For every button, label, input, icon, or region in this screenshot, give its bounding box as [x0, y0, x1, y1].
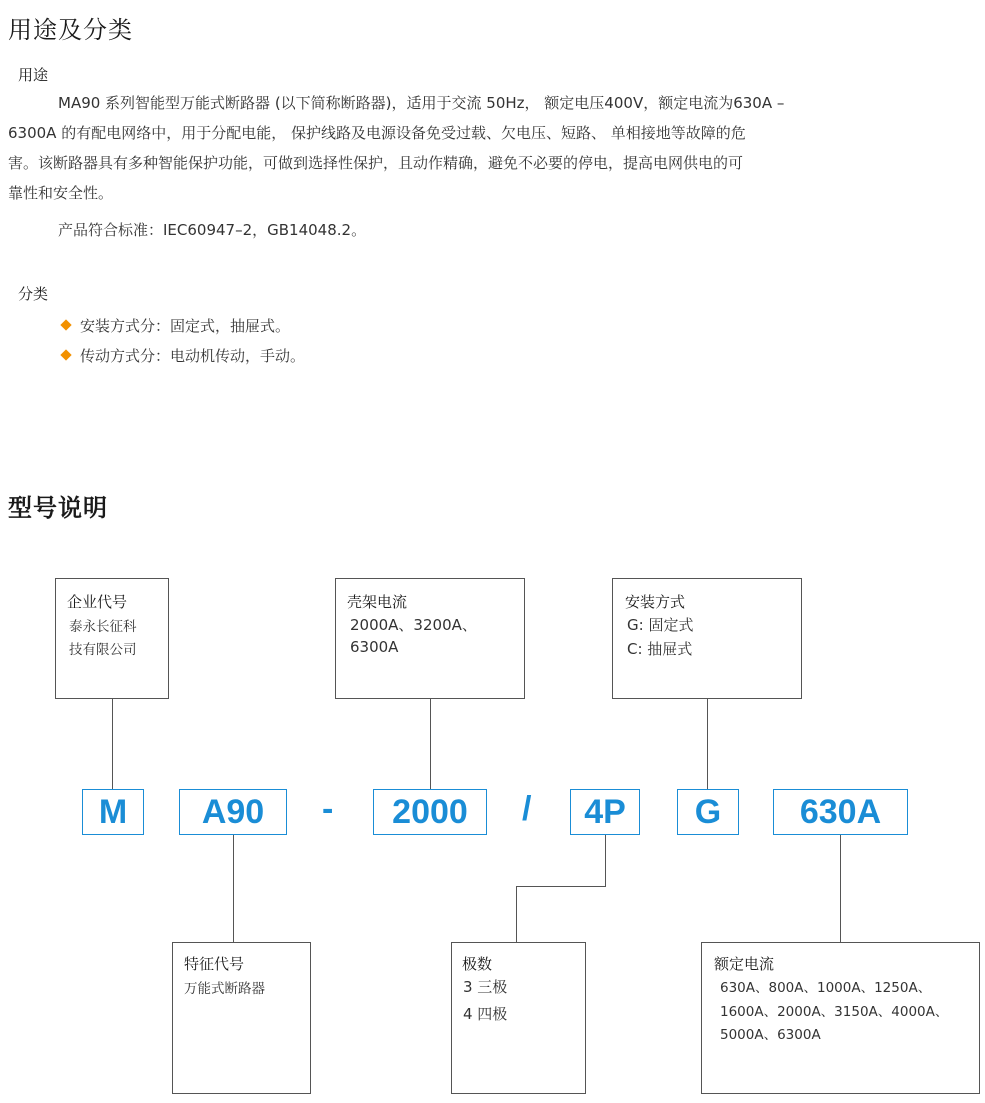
box-title: 极数: [462, 955, 493, 973]
box-line: 1600A、2000A、3150A、4000A、: [720, 1004, 949, 1020]
connector-line: [112, 699, 113, 789]
connector-line: [605, 835, 606, 887]
code-feature: A90: [179, 789, 287, 835]
separator-dash: -: [322, 790, 334, 828]
connector-line: [430, 699, 431, 789]
usage-line-4: 靠性和安全性。: [8, 184, 114, 202]
class-heading: 分类: [18, 285, 49, 303]
box-line: 3 三极: [463, 978, 508, 996]
feature-code-box: [172, 942, 311, 1094]
box-line: 5000A、6300A: [720, 1027, 821, 1043]
diamond-bullet-icon: [60, 349, 71, 360]
separator-slash: /: [522, 790, 532, 828]
connector-line: [707, 699, 708, 789]
class-item: 安装方式分：固定式，抽屉式。: [62, 315, 290, 336]
connector-line: [516, 886, 606, 887]
box-title: 安装方式: [625, 593, 686, 611]
rated-current-box: [701, 942, 980, 1094]
box-line: 630A、800A、1000A、1250A、: [720, 980, 932, 996]
section-title-usage: 用途及分类: [8, 16, 133, 44]
poles-box: [451, 942, 586, 1094]
box-title: 特征代号: [184, 955, 245, 973]
box-title: 额定电流: [714, 955, 775, 973]
class-item: 传动方式分：电动机传动，手动。: [62, 345, 305, 366]
box-line: 万能式断路器: [184, 981, 265, 997]
usage-heading: 用途: [18, 66, 49, 84]
box-line: 2000A、3200A、: [350, 616, 477, 634]
install-mode-box: [612, 578, 802, 699]
code-company: M: [82, 789, 144, 835]
company-code-box: [55, 578, 169, 699]
box-title: 壳架电流: [347, 593, 408, 611]
diamond-bullet-icon: [60, 319, 71, 330]
section-title-model: 型号说明: [8, 494, 108, 522]
usage-line-1: MA90 系列智能型万能式断路器 (以下简称断路器)，适用于交流 50Hz， 额定电压400V，额定电流为630A –: [58, 94, 785, 112]
code-poles: 4P: [570, 789, 640, 835]
connector-line: [516, 886, 517, 943]
connector-line: [840, 835, 841, 943]
connector-line: [233, 835, 234, 943]
standard-line: 产品符合标准：IEC60947–2，GB14048.2。: [58, 221, 367, 239]
frame-current-box: [335, 578, 525, 699]
box-line: 4 四极: [463, 1005, 508, 1023]
box-line: 6300A: [350, 638, 399, 656]
box-line: C: 抽屉式: [627, 640, 693, 658]
box-title: 企业代号: [67, 593, 128, 611]
usage-line-3: 害。该断路器具有多种智能保护功能，可做到选择性保护，且动作精确，避免不必要的停电，提高电网供电的可: [8, 154, 744, 172]
code-rated-current: 630A: [773, 789, 908, 835]
box-line: G: 固定式: [627, 616, 694, 634]
box-line: 泰永长征科: [69, 619, 137, 635]
box-line: 技有限公司: [69, 642, 137, 658]
code-install: G: [677, 789, 739, 835]
usage-line-2: 6300A 的有配电网络中，用于分配电能， 保护线路及电源设备免受过载、欠电压、短路、 单相接地等故障的危: [8, 124, 746, 142]
code-frame-current: 2000: [373, 789, 487, 835]
